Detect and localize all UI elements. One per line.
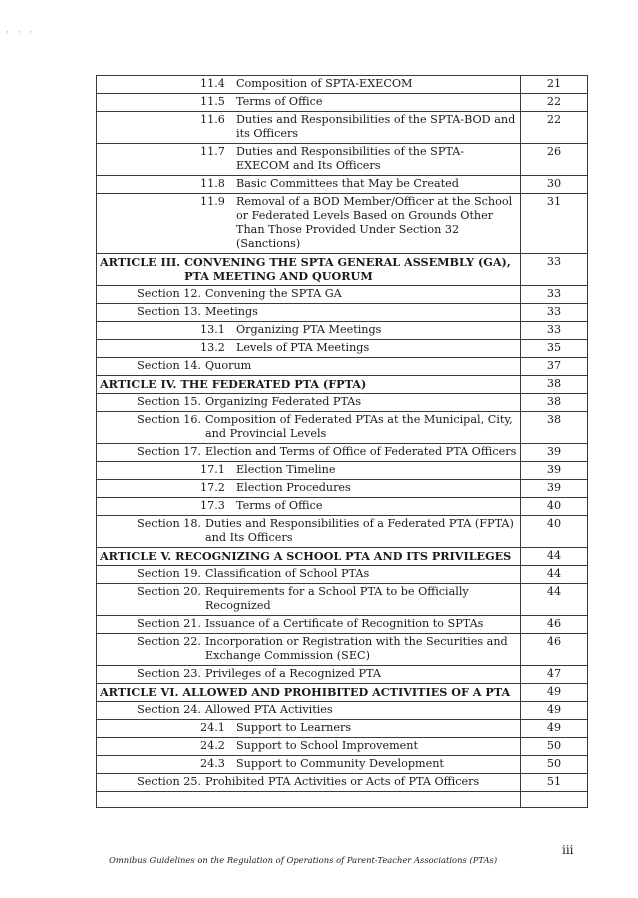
- toc-entry-title: Duties and Responsibilities of the SPTA-BOD and its Officers: [236, 113, 516, 140]
- toc-section-row: [97, 634, 588, 666]
- toc-entry-cell: [97, 304, 521, 322]
- toc-entry-title: Privileges of a Recognized PTA: [205, 667, 381, 680]
- toc-page-number: 44: [521, 584, 588, 616]
- toc-entry: [100, 567, 517, 581]
- toc-entry-title: Issuance of a Certificate of Recognition to SPTAs: [205, 617, 484, 630]
- toc-entry-number: 24.1: [200, 721, 225, 734]
- toc-entry-cell: [97, 584, 521, 616]
- toc-entry-cell: [97, 720, 521, 738]
- toc-entry-cell: [97, 322, 521, 340]
- toc-entry: [100, 685, 517, 699]
- toc-entry-cell: [97, 144, 521, 176]
- toc-page-number: 46: [521, 616, 588, 634]
- toc-entry-number: ARTICLE V.: [100, 549, 172, 563]
- toc-article-row: [97, 684, 588, 702]
- toc-entry-number: 24.3: [200, 757, 225, 770]
- toc-page-number: 33: [521, 322, 588, 340]
- toc-entry-number: 11.5: [200, 95, 225, 108]
- toc-entry-number: 24.2: [200, 739, 225, 752]
- toc-entry-number: 17.2: [200, 481, 225, 494]
- toc-entry: [100, 113, 517, 141]
- toc-page-number: 50: [521, 756, 588, 774]
- toc-entry: [100, 377, 517, 391]
- toc-page-number: 31: [521, 194, 588, 254]
- toc-page-number: 47: [521, 666, 588, 684]
- toc-entry-number: ARTICLE IV.: [100, 377, 177, 391]
- toc-entry-cell: [97, 498, 521, 516]
- toc-entry-title: Duties and Responsibilities of the SPTA-EXECOM and Its Officers: [236, 145, 465, 172]
- toc-empty-row: [97, 792, 588, 808]
- toc-entry-number: Section 16.: [137, 413, 201, 426]
- toc-entry-title: Election Timeline: [236, 463, 336, 476]
- toc-page-number: 38: [521, 412, 588, 444]
- toc-entry-number: 13.1: [200, 323, 225, 336]
- toc-entry-title: Terms of Office: [236, 499, 323, 512]
- toc-page-number: 35: [521, 340, 588, 358]
- toc-entry: [100, 739, 517, 753]
- toc-entry-title: Meetings: [205, 305, 258, 318]
- toc-entry-title: Classification of School PTAs: [205, 567, 370, 580]
- toc-entry-title: Removal of a BOD Member/Officer at the School or Federated Levels Based on Grounds Other Than Those Provided Under Section 32 (Sanctions): [236, 195, 513, 250]
- toc-entry-number: 17.1: [200, 463, 225, 476]
- toc-entry-number: Section 25.: [137, 775, 201, 788]
- toc-section-row: [97, 616, 588, 634]
- toc-entry-title: Prohibited PTA Activities or Acts of PTA Officers: [205, 775, 480, 788]
- toc-page-number: 44: [521, 548, 588, 566]
- toc-entry-cell: [97, 376, 521, 394]
- toc-entry-number: Section 13.: [137, 305, 201, 318]
- toc-page-number: 39: [521, 480, 588, 498]
- toc-page-number: 51: [521, 774, 588, 792]
- toc-entry-title: CONVENING THE SPTA GENERAL ASSEMBLY (GA), PTA MEETING AND QUORUM: [184, 255, 511, 283]
- toc-entry-number: 11.7: [200, 145, 225, 158]
- toc-page-number: 49: [521, 684, 588, 702]
- toc-subsection-row: [97, 144, 588, 176]
- toc-entry-cell: [97, 254, 521, 286]
- toc-section-row: [97, 566, 588, 584]
- toc-entry: [100, 703, 517, 717]
- toc-entry-cell: [97, 616, 521, 634]
- toc-entry-cell: [97, 774, 521, 792]
- toc-entry: [100, 775, 517, 789]
- toc-article-row: [97, 376, 588, 394]
- toc-subsection-row: [97, 498, 588, 516]
- toc-entry-number: Section 12.: [137, 287, 201, 300]
- toc-page-number: 22: [521, 94, 588, 112]
- toc-entry-cell: [97, 444, 521, 462]
- toc-subsection-row: [97, 176, 588, 194]
- toc-page-number: 39: [521, 462, 588, 480]
- toc-page-number: 21: [521, 76, 588, 94]
- toc-entry-title: RECOGNIZING A SCHOOL PTA AND ITS PRIVILEGES: [175, 549, 512, 563]
- toc-entry-number: Section 20.: [137, 585, 201, 598]
- toc-entry-cell: [97, 286, 521, 304]
- toc-entry: [100, 195, 517, 251]
- toc-entry: [100, 667, 517, 681]
- toc-page-number: 44: [521, 566, 588, 584]
- toc-entry: [100, 463, 517, 477]
- toc-entry-title: Basic Committees that May be Created: [236, 177, 459, 190]
- toc-entry-number: Section 24.: [137, 703, 201, 716]
- toc-section-row: [97, 304, 588, 322]
- toc-subsection-row: [97, 194, 588, 254]
- toc-entry: [100, 757, 517, 771]
- toc-entry: [100, 255, 517, 283]
- toc-entry-cell: [97, 480, 521, 498]
- toc-entry: [100, 517, 517, 545]
- toc-entry-title: Quorum: [205, 359, 252, 372]
- toc-entry-title: Convening the SPTA GA: [205, 287, 342, 300]
- toc-subsection-row: [97, 738, 588, 756]
- toc-entry-number: Section 19.: [137, 567, 201, 580]
- toc-entry-title: Election and Terms of Office of Federated PTA Officers: [205, 445, 517, 458]
- toc-page-number: 26: [521, 144, 588, 176]
- toc-page-number: 40: [521, 498, 588, 516]
- toc-section-row: [97, 286, 588, 304]
- toc-section-row: [97, 774, 588, 792]
- toc-entry-title: THE FEDERATED PTA (FPTA): [180, 377, 367, 391]
- toc-section-row: [97, 444, 588, 462]
- toc-entry-title: ALLOWED AND PROHIBITED ACTIVITIES OF A PTA: [182, 685, 511, 699]
- toc-page-number: 30: [521, 176, 588, 194]
- toc-subsection-row: [97, 720, 588, 738]
- toc-entry-number: ARTICLE VI.: [100, 685, 179, 699]
- toc-entry-number: Section 17.: [137, 445, 201, 458]
- toc-entry-number: Section 23.: [137, 667, 201, 680]
- toc-entry-number: 11.6: [200, 113, 225, 126]
- toc-subsection-row: [97, 76, 588, 94]
- toc-entry-cell: [97, 412, 521, 444]
- toc-entry-cell: [97, 176, 521, 194]
- toc-section-row: [97, 702, 588, 720]
- toc-page-number: 38: [521, 394, 588, 412]
- toc-entry: [100, 323, 517, 337]
- toc-empty-cell: [521, 792, 588, 808]
- toc-entry-cell: [97, 516, 521, 548]
- toc-entry-cell: [97, 194, 521, 254]
- toc-page-number: 39: [521, 444, 588, 462]
- toc-entry: [100, 617, 517, 631]
- toc-page-number: 33: [521, 304, 588, 322]
- toc-page-number: 33: [521, 254, 588, 286]
- toc-page-number: 37: [521, 358, 588, 376]
- toc-entry-cell: [97, 702, 521, 720]
- toc-entry: [100, 445, 517, 459]
- toc-entry-title: Support to Community Development: [236, 757, 444, 770]
- toc-entry: [100, 481, 517, 495]
- toc-entry-title: Duties and Responsibilities of a Federated PTA (FPTA) and Its Officers: [205, 517, 514, 544]
- toc-entry: [100, 635, 517, 663]
- page-number: iii: [562, 843, 574, 857]
- toc-subsection-row: [97, 756, 588, 774]
- toc-entry: [100, 145, 517, 173]
- toc-section-row: [97, 666, 588, 684]
- toc-entry-cell: [97, 394, 521, 412]
- toc-entry-number: Section 21.: [137, 617, 201, 630]
- toc-entry-cell: [97, 94, 521, 112]
- toc-entry-cell: [97, 112, 521, 144]
- toc-article-row: [97, 254, 588, 286]
- toc-entry-number: 11.8: [200, 177, 225, 190]
- toc-entry-number: 17.3: [200, 499, 225, 512]
- toc-subsection-row: [97, 340, 588, 358]
- scan-artifact: · · ·: [6, 28, 36, 38]
- toc-entry: [100, 77, 517, 91]
- toc-section-row: [97, 412, 588, 444]
- toc-entry-number: ARTICLE III.: [100, 255, 181, 269]
- toc-entry-cell: [97, 738, 521, 756]
- toc-entry-number: 11.4: [200, 77, 225, 90]
- toc-page-number: 40: [521, 516, 588, 548]
- toc-entry: [100, 341, 517, 355]
- toc-entry: [100, 359, 517, 373]
- toc-page-number: 49: [521, 720, 588, 738]
- footer-document-title: Omnibus Guidelines on the Regulation of Operations of Parent-Teacher Associations (PTAs): [109, 855, 498, 865]
- toc-entry-number: 11.9: [200, 195, 225, 208]
- toc-subsection-row: [97, 480, 588, 498]
- toc-entry: [100, 95, 517, 109]
- toc-section-row: [97, 394, 588, 412]
- toc-entry-cell: [97, 340, 521, 358]
- toc-entry-title: Support to School Improvement: [236, 739, 418, 752]
- toc-page-number: 22: [521, 112, 588, 144]
- toc-entry: [100, 395, 517, 409]
- toc-entry-cell: [97, 634, 521, 666]
- toc-entry: [100, 413, 517, 441]
- toc-page-number: 49: [521, 702, 588, 720]
- toc-entry-title: Requirements for a School PTA to be Officially Recognized: [205, 585, 469, 612]
- toc-entry-number: Section 22.: [137, 635, 201, 648]
- toc-entry-cell: [97, 756, 521, 774]
- toc-entry-title: Incorporation or Registration with the Securities and Exchange Commission (SEC): [205, 635, 508, 662]
- toc-entry-title: Allowed PTA Activities: [205, 703, 333, 716]
- toc-entry-number: Section 14.: [137, 359, 201, 372]
- toc-entry: [100, 177, 517, 191]
- toc-entry-number: 13.2: [200, 341, 225, 354]
- toc-entry: [100, 287, 517, 301]
- toc-entry-title: Terms of Office: [236, 95, 323, 108]
- toc-entry-cell: [97, 684, 521, 702]
- toc-subsection-row: [97, 112, 588, 144]
- toc-entry-title: Levels of PTA Meetings: [236, 341, 370, 354]
- toc-page-number: 33: [521, 286, 588, 304]
- toc-entry-cell: [97, 566, 521, 584]
- toc-entry: [100, 585, 517, 613]
- toc-entry-cell: [97, 548, 521, 566]
- toc-entry: [100, 721, 517, 735]
- toc-page-number: 38: [521, 376, 588, 394]
- toc-entry-cell: [97, 462, 521, 480]
- toc-subsection-row: [97, 94, 588, 112]
- table-of-contents: [96, 75, 588, 808]
- toc-entry-title: Support to Learners: [236, 721, 352, 734]
- toc-entry: [100, 499, 517, 513]
- toc-section-row: [97, 584, 588, 616]
- toc-entry-number: Section 15.: [137, 395, 201, 408]
- toc-subsection-row: [97, 322, 588, 340]
- toc-entry: [100, 305, 517, 319]
- toc-entry-title: Composition of SPTA-EXECOM: [236, 77, 413, 90]
- toc-entry-title: Organizing Federated PTAs: [205, 395, 362, 408]
- toc-section-row: [97, 516, 588, 548]
- toc-entry-title: Organizing PTA Meetings: [236, 323, 382, 336]
- toc-subsection-row: [97, 462, 588, 480]
- toc-entry-cell: [97, 666, 521, 684]
- toc-entry-number: Section 18.: [137, 517, 201, 530]
- toc-page-number: 50: [521, 738, 588, 756]
- toc-entry-cell: [97, 358, 521, 376]
- toc-page-number: 46: [521, 634, 588, 666]
- toc-entry-cell: [97, 76, 521, 94]
- toc-section-row: [97, 358, 588, 376]
- toc-entry: [100, 549, 517, 563]
- toc-entry-title: Election Procedures: [236, 481, 351, 494]
- toc-entry-title: Composition of Federated PTAs at the Municipal, City, and Provincial Levels: [205, 413, 513, 440]
- toc-article-row: [97, 548, 588, 566]
- toc-empty-cell: [97, 792, 521, 808]
- toc-body: [97, 76, 588, 808]
